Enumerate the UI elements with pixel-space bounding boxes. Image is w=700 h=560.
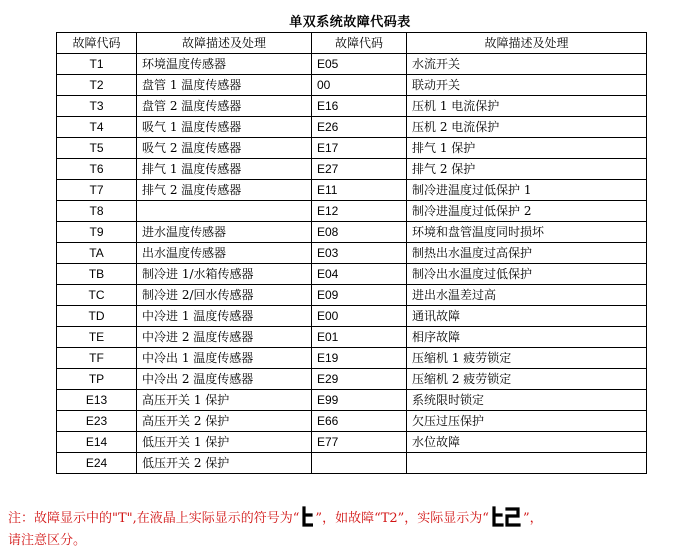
fault-desc-cell: 排气 1 保护 [407,138,647,159]
fault-code-cell: E00 [312,306,407,327]
fault-desc-cell: 吸气 1 温度传感器 [137,117,312,138]
table-row [57,264,647,285]
fault-desc-cell: 高压开关 2 保护 [137,411,312,432]
footnote-line-1 [8,506,692,530]
fault-code-cell: E05 [312,54,407,75]
fault-code-table [56,32,647,474]
footnote [8,506,692,552]
fault-code-cell: TA [57,243,137,264]
header-fault-desc-1: 故障描述及处理 [137,33,312,54]
table-row [57,222,647,243]
lcd-t-symbol-icon [301,506,313,528]
table-row [57,180,647,201]
table-row [57,348,647,369]
fault-code-cell: E99 [312,390,407,411]
fault-desc-cell: 低压开关 1 保护 [137,432,312,453]
table-row [57,159,647,180]
fault-desc-cell: 制冷出水温度过低保护 [407,264,647,285]
fault-desc-cell: 排气 2 保护 [407,159,647,180]
fault-desc-cell: 系统限时锁定 [407,390,647,411]
table-row [57,432,647,453]
table-row [57,390,647,411]
table-row [57,453,647,474]
fault-code-cell: TF [57,348,137,369]
fault-code-cell: E14 [57,432,137,453]
fault-code-cell: T9 [57,222,137,243]
fault-desc-cell: 盘管 2 温度传感器 [137,96,312,117]
fault-desc-cell: 制冷进 2/回水传感器 [137,285,312,306]
fault-code-cell: E27 [312,159,407,180]
fault-code-cell: E03 [312,243,407,264]
fault-desc-cell: 压缩机 1 疲劳锁定 [407,348,647,369]
fault-code-cell: E01 [312,327,407,348]
fault-desc-cell: 水流开关 [407,54,647,75]
fault-desc-cell: 环境和盘管温度同时损坏 [407,222,647,243]
fault-code-cell: E16 [312,96,407,117]
fault-desc-cell [407,453,647,474]
fault-code-cell: E08 [312,222,407,243]
header-fault-code-1: 故障代码 [57,33,137,54]
fault-desc-cell: 压缩机 2 疲劳锁定 [407,369,647,390]
fault-desc-cell: 中冷进 1 温度传感器 [137,306,312,327]
table-row [57,411,647,432]
fault-code-cell: T8 [57,201,137,222]
table-row [57,117,647,138]
header-fault-desc-2: 故障描述及处理 [407,33,647,54]
fault-desc-cell: 进出水温差过高 [407,285,647,306]
fault-code-cell: T3 [57,96,137,117]
fault-code-cell: E12 [312,201,407,222]
fault-code-cell: TC [57,285,137,306]
fault-code-cell: E24 [57,453,137,474]
footnote-text-1: 注：故障显示中的"T",在液晶上实际显示的符号为“ [8,511,300,526]
fault-desc-cell: 相序故障 [407,327,647,348]
fault-code-cell [312,453,407,474]
table-row [57,201,647,222]
fault-desc-cell: 盘管 1 温度传感器 [137,75,312,96]
table-row [57,138,647,159]
fault-code-cell: E77 [312,432,407,453]
footnote-line-2: 请注意区分。 [8,533,87,548]
footnote-text-3: ”， [522,511,543,526]
fault-desc-cell: 中冷进 2 温度传感器 [137,327,312,348]
fault-code-cell: E04 [312,264,407,285]
fault-code-cell: E19 [312,348,407,369]
table-header-row [57,33,647,54]
fault-code-cell: E13 [57,390,137,411]
table-row [57,54,647,75]
fault-code-cell: T4 [57,117,137,138]
fault-desc-cell: 低压开关 2 保护 [137,453,312,474]
header-fault-code-2: 故障代码 [312,33,407,54]
table-body [57,54,647,474]
footnote-text-2: ”，如故障“T2”，实际显示为“ [315,511,489,526]
fault-code-cell: T5 [57,138,137,159]
fault-desc-cell: 压机 1 电流保护 [407,96,647,117]
fault-code-cell: E09 [312,285,407,306]
fault-desc-cell: 排气 2 温度传感器 [137,180,312,201]
fault-desc-cell: 制冷进 1/水箱传感器 [137,264,312,285]
table-row [57,96,647,117]
fault-code-cell: E23 [57,411,137,432]
fault-desc-cell: 排气 1 温度传感器 [137,159,312,180]
fault-desc-cell: 出水温度传感器 [137,243,312,264]
fault-desc-cell: 中冷出 2 温度传感器 [137,369,312,390]
fault-code-cell: TD [57,306,137,327]
document-title: 单双系统故障代码表 [289,15,411,30]
table-row [57,369,647,390]
fault-desc-cell: 欠压过压保护 [407,411,647,432]
fault-code-cell: T2 [57,75,137,96]
fault-code-cell: E66 [312,411,407,432]
table-row [57,327,647,348]
fault-desc-cell [137,201,312,222]
table-row [57,285,647,306]
lcd-t2-symbol-icon [491,506,521,528]
fault-code-cell: T7 [57,180,137,201]
table-row [57,243,647,264]
fault-code-cell: E17 [312,138,407,159]
fault-code-cell: TP [57,369,137,390]
fault-desc-cell: 制冷进温度过低保护 1 [407,180,647,201]
fault-desc-cell: 高压开关 1 保护 [137,390,312,411]
fault-code-cell: 00 [312,75,407,96]
fault-code-cell: TB [57,264,137,285]
fault-code-cell: TE [57,327,137,348]
fault-desc-cell: 压机 2 电流保护 [407,117,647,138]
fault-code-cell: T1 [57,54,137,75]
fault-code-cell: E26 [312,117,407,138]
fault-desc-cell: 进水温度传感器 [137,222,312,243]
fault-desc-cell: 水位故障 [407,432,647,453]
fault-code-cell: T6 [57,159,137,180]
fault-desc-cell: 制热出水温度过高保护 [407,243,647,264]
fault-desc-cell: 制冷进温度过低保护 2 [407,201,647,222]
table-row [57,75,647,96]
fault-desc-cell: 联动开关 [407,75,647,96]
fault-code-cell: E11 [312,180,407,201]
table-row [57,306,647,327]
fault-desc-cell: 吸气 2 温度传感器 [137,138,312,159]
fault-desc-cell: 中冷出 1 温度传感器 [137,348,312,369]
fault-desc-cell: 通讯故障 [407,306,647,327]
fault-desc-cell: 环境温度传感器 [137,54,312,75]
fault-code-cell: E29 [312,369,407,390]
